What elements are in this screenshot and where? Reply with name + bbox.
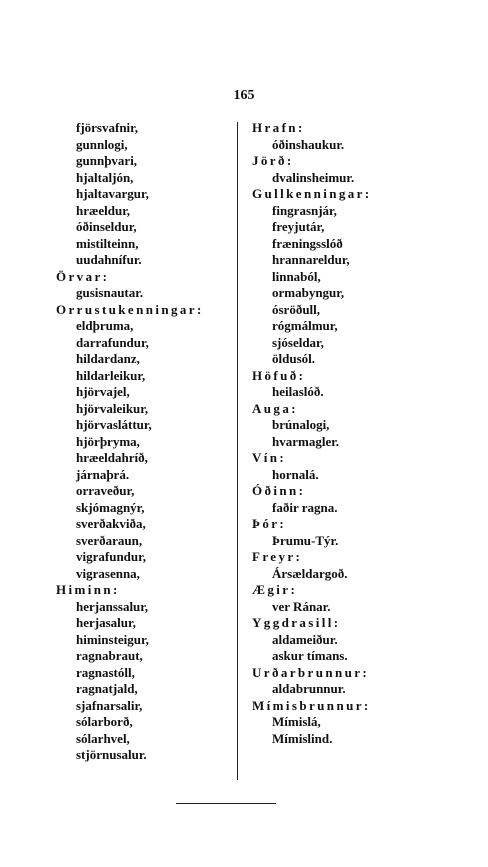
list-item: Þrumu-Týr. <box>272 532 339 548</box>
section-heading: Þór: <box>252 516 287 531</box>
list-item: fræningsslóð <box>272 235 343 251</box>
list-item: heilaslóð. <box>272 384 324 399</box>
list-item: Mímislá, <box>272 714 321 729</box>
list-item: herjanssalur, <box>76 598 149 614</box>
list-item: vigrasenna, <box>76 565 140 581</box>
list-item: ósröðull, <box>272 301 321 317</box>
list-item: hjörvajel, <box>76 384 130 399</box>
section-heading: Mímisbrunnur: <box>252 697 371 713</box>
section-heading: Vín: <box>252 450 287 465</box>
list-item: freyjutár, <box>272 219 325 234</box>
list-item: fingrasnjár, <box>272 202 337 218</box>
list-item: hjörþryma, <box>76 433 140 449</box>
list-item: aldameiður. <box>272 631 338 647</box>
list-item: óðinshaukur. <box>272 136 345 152</box>
list-item: óðinseldur, <box>76 219 137 234</box>
list-item: sjafnarsalir, <box>76 697 143 713</box>
list-item: sjóseldar, <box>272 334 324 350</box>
section-heading: Örvar: <box>56 268 110 284</box>
section-heading: Auga: <box>252 400 298 416</box>
list-item: hjörvaleikur, <box>76 400 149 416</box>
list-item: fjörsvafnir, <box>76 120 138 135</box>
list-item: uudahnífur. <box>76 252 142 267</box>
list-item: brúnalogi, <box>272 417 330 432</box>
list-item: dvalinsheimur. <box>272 169 355 185</box>
list-item: gunnlogi, <box>76 136 128 152</box>
list-item: himinsteigur, <box>76 631 149 647</box>
section-heading: Jörð: <box>252 153 294 168</box>
list-item: stjörnusalur. <box>76 747 147 762</box>
section-heading: Höfuð: <box>252 367 306 383</box>
list-item: hornalá. <box>272 466 319 482</box>
list-item: gusisnautar. <box>76 285 144 300</box>
list-item: eldþruma, <box>76 318 134 333</box>
list-item: Mímislind. <box>272 730 333 746</box>
list-item: hjörvasláttur, <box>76 417 152 432</box>
list-item: hjaltavargur, <box>76 186 149 201</box>
list-item: ormabyngur, <box>272 285 345 300</box>
list-item: hræeldur, <box>76 202 131 218</box>
list-item: vigrafundur, <box>76 549 146 564</box>
list-item: hræeldahríð, <box>76 450 148 465</box>
list-item: hjaltaljón, <box>76 169 134 185</box>
left-column <box>56 120 234 764</box>
list-item: hvarmagler. <box>272 433 340 449</box>
section-heading: Ægir: <box>252 582 298 597</box>
list-item: ragnatjald, <box>76 681 138 696</box>
section-heading: Yggdrasill: <box>252 615 341 630</box>
section-heading: Óðinn: <box>252 483 306 498</box>
list-item: hrannareldur, <box>272 252 350 267</box>
list-item: mistilteinn, <box>76 235 139 251</box>
list-item: ragnabraut, <box>76 648 143 663</box>
list-item: Ársældargoð. <box>272 565 348 581</box>
page-number: 165 <box>233 88 255 103</box>
list-item: öldusól. <box>272 351 315 366</box>
list-item: orraveður, <box>76 483 135 498</box>
list-item: darrafundur, <box>76 334 149 350</box>
list-item: askur tímans. <box>272 648 348 663</box>
list-item: aldabrunnur. <box>272 681 346 696</box>
list-item: sverðaraun, <box>76 532 143 548</box>
list-item: skjómagnýr, <box>76 499 145 515</box>
list-item: faðir ragna. <box>272 499 338 515</box>
section-heading: Hrafn: <box>252 120 305 135</box>
section-heading: Orrustukenningar: <box>56 301 204 317</box>
section-heading: Himinn: <box>56 582 120 597</box>
list-item: linnaból, <box>272 268 321 284</box>
list-item: járnaþrá. <box>76 466 130 482</box>
list-item: ver Ránar. <box>272 598 331 614</box>
list-item: ragnastóll, <box>76 664 135 680</box>
list-item: rógmálmur, <box>272 318 338 333</box>
list-item: gunnþvari, <box>76 153 138 168</box>
footer-rule <box>176 803 276 804</box>
list-item: sólarhvel, <box>76 730 130 746</box>
list-item: herjasalur, <box>76 615 136 630</box>
list-item: sólarborð, <box>76 714 133 729</box>
column-divider <box>237 122 238 780</box>
section-heading: Urðarbrunnur: <box>252 664 370 680</box>
list-item: hildarleikur, <box>76 367 146 383</box>
section-heading: Freyr: <box>252 549 303 564</box>
list-item: hildardanz, <box>76 351 140 366</box>
list-item: sverðakviða, <box>76 516 146 531</box>
section-heading: Gullkenningar: <box>252 186 372 201</box>
right-column <box>252 120 452 747</box>
